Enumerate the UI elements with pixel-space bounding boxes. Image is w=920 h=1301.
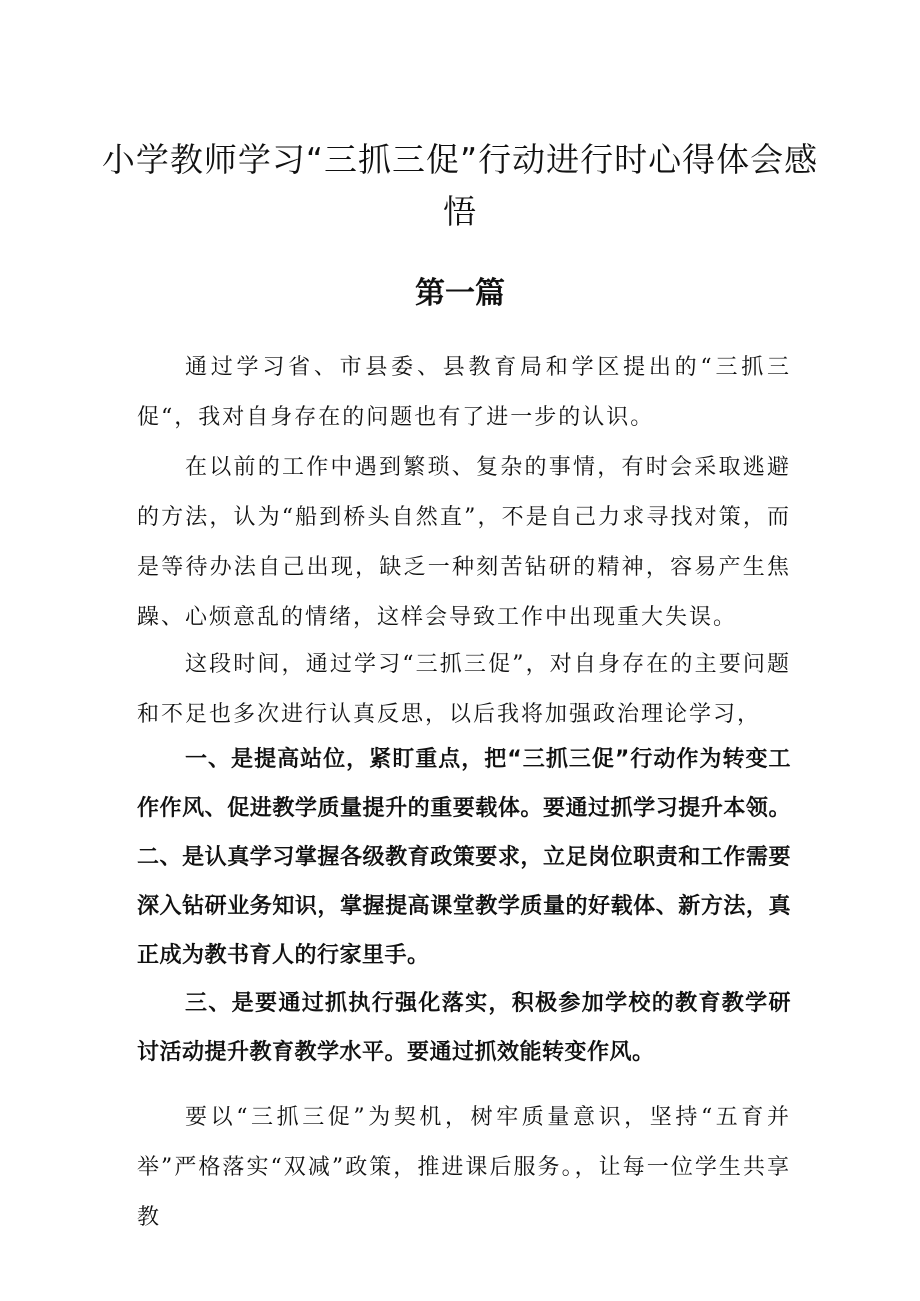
document-title: 小学教师学习“三抓三促”行动进行时心得体会感悟 <box>101 140 819 231</box>
paragraph-3: 这段时间，通过学习“三抓三促”，对自身存在的主要问题和不足也多次进行认真反思，以后我将加强政治理论学习， <box>137 652 791 727</box>
paragraph-6: 要以“三抓三促”为契机，树牢质量意识，坚持“五育并举”严格落实“双减”政策，推进课后服务。，让每一位学生共享教 <box>137 1105 791 1230</box>
paragraph-5-bold: 三、是要通过抓执行强化落实，积极参加学校的教育教学研讨活动提升教育教学水平。要通过抓效能转变作风。 <box>137 991 791 1065</box>
section-heading: 第一篇 <box>415 276 505 311</box>
paragraph-4-bold: 一、是提高站位，紧盯重点，把“三抓三促”行动作为转变工作作风、促进教学质量提升的重要载体。要通过抓学习提升本领。二、是认真学习掌握各级教育政策要求，立足岗位职责和工作需要深入钻研业务知识，掌握提高课堂教学质量的好载体、新方法，真正成为教书育人的行家里手。 <box>137 747 791 968</box>
paragraph-1: 通过学习省、市县委、县教育局和学区提出的“三抓三促“，我对自身存在的问题也有了进一步的认识。 <box>137 355 791 430</box>
paragraph-2: 在以前的工作中遇到繁琐、复杂的事情，有时会采取逃避的方法，认为“船到桥头自然直”，不是自己力求寻找对策，而是等待办法自己出现，缺乏一种刻苦钻研的精神，容易产生焦躁、心烦意乱的情绪，这样会导致工作中出现重大失误。 <box>137 455 791 630</box>
